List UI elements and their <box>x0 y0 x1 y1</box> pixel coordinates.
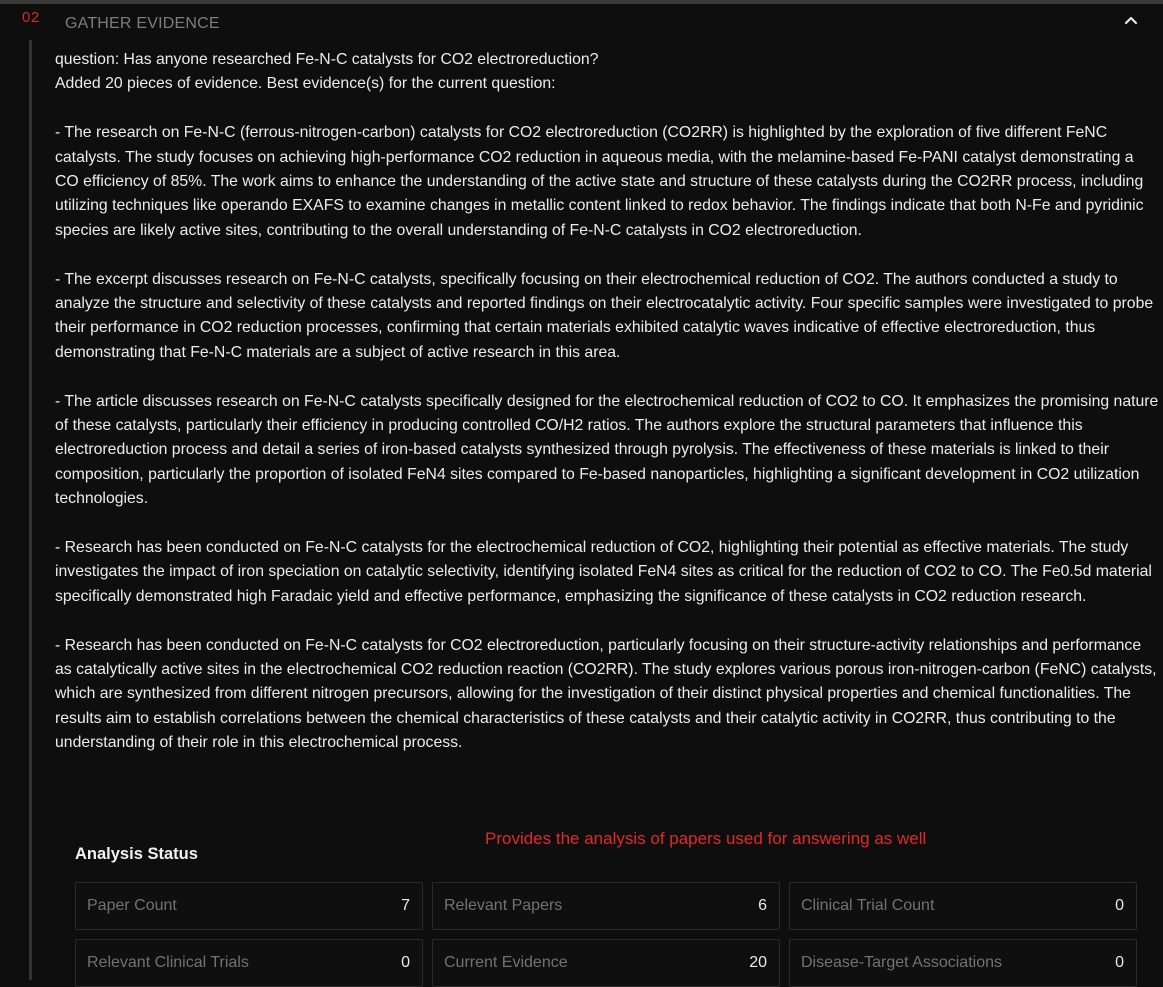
analysis-status-title: Analysis Status <box>75 845 198 863</box>
question-text: question: Has anyone researched Fe-N-C catalysts for CO2 electroreduction? <box>55 51 599 68</box>
stat-label: Disease-Target Associations <box>801 954 1002 971</box>
stat-label: Paper Count <box>87 897 177 914</box>
stat-value: 6 <box>758 897 767 914</box>
analysis-stats-grid <box>75 882 1137 987</box>
chevron-up-icon[interactable] <box>1119 9 1143 31</box>
stat-card-clinical-trial-count <box>789 882 1137 930</box>
step-number: 02 <box>22 9 40 26</box>
stat-value: 0 <box>1115 954 1124 971</box>
stat-card-current-evidence <box>432 939 780 987</box>
stat-card-paper-count <box>75 882 423 930</box>
evidence-item: - Research has been conducted on Fe-N-C catalysts for the electrochemical reduction of CO2, highlighting their potential as effective materials. The study investigates the impact of iron speciation on catalytic selectivity, identifying isolated FeN4 sites as critical for the reduction of CO2 to CO. The Fe0.5d material specifically demonstrated high Faradaic yield and effective performance, emphasizing the significance of these catalysts in CO2 reduction research. <box>55 539 1152 605</box>
evidence-item: - Research has been conducted on Fe-N-C catalysts for CO2 electroreduction, particularly focusing on their structure-activity relationships and performance as catalytically active sites in the electrochemical CO2 reduction reaction (CO2RR). The study explores various porous iron-nitrogen-carbon (FeNC) catalysts, which are synthesized from different nitrogen precursors, allowing for the investigation of their distinct physical properties and chemical functionalities. The results aim to establish correlations between the chemical characteristics of these catalysts and their catalytic activity in CO2RR, thus contributing to the understanding of their role in this electrochemical process. <box>55 636 1157 752</box>
stat-label: Clinical Trial Count <box>801 897 935 914</box>
stat-card-relevant-clinical-trials <box>75 939 423 987</box>
stat-card-disease-target-associations <box>789 939 1137 987</box>
evidence-item: - The excerpt discusses research on Fe-N-C catalysts, specifically focusing on their electrochemical reduction of CO2. The authors conducted a study to analyze the structure and selectivity of these catalysts and reported findings on their electrocatalytic activity. Four specific samples were investigated to probe their performance in CO2 reduction processes, confirming that certain materials exhibited catalytic waves indicative of effective electroreduction, thus demonstrating that Fe-N-C materials are a subject of active research in this area. <box>55 270 1154 361</box>
top-divider <box>0 0 1163 4</box>
stat-value: 0 <box>1115 897 1124 914</box>
evidence-summary: Added 20 pieces of evidence. Best evidence(s) for the current question: <box>55 75 556 93</box>
chevron-up-glyph <box>1124 15 1138 25</box>
stat-value: 20 <box>749 954 767 971</box>
stat-label: Relevant Papers <box>444 897 563 914</box>
stat-label: Current Evidence <box>444 954 568 971</box>
evidence-item: - The article discusses research on Fe-N-C catalysts specifically designed for the electrochemical reduction of CO2 to CO. It emphasizes the promising nature of these catalysts, particularly their efficiency in producing controlled CO/H2 ratios. The authors explore the structural parameters that influence this electroreduction process and detail a series of iron-based catalysts synthesized through pyrolysis. The effectiveness of these materials is linked to their composition, particularly the proportion of isolated FeN4 sites compared to Fe-based nanoparticles, highlighting a significant development in CO2 utilization technologies. <box>55 392 1159 508</box>
evidence-output <box>55 48 1159 756</box>
stat-card-relevant-papers <box>432 882 780 930</box>
annotation-text: Provides the analysis of papers used for answering as well <box>485 829 927 848</box>
evidence-item: - The research on Fe-N-C (ferrous-nitrogen-carbon) catalysts for CO2 electroreduction (CO2RR) is highlighted by the exploration of five different FeNC catalysts. The study focuses on achieving high-performance CO2 reduction in aqueous media, with the melamine-based Fe-PANI catalyst demonstrating a CO efficiency of 85%. The work aims to enhance the understanding of the active state and structure of these catalysts during the CO2RR process, including utilizing techniques like operando EXAFS to examine changes in metallic content linked to redox behavior. The findings indicate that both N-Fe and pyridinic species are likely active sites, contributing to the overall understanding of Fe-N-C catalysts in CO2 electroreduction. <box>55 124 1144 239</box>
stat-value: 0 <box>401 954 410 971</box>
step-timeline <box>29 40 32 980</box>
step-title: GATHER EVIDENCE <box>65 15 220 32</box>
stat-value: 7 <box>401 897 410 914</box>
stat-label: Relevant Clinical Trials <box>87 954 249 971</box>
